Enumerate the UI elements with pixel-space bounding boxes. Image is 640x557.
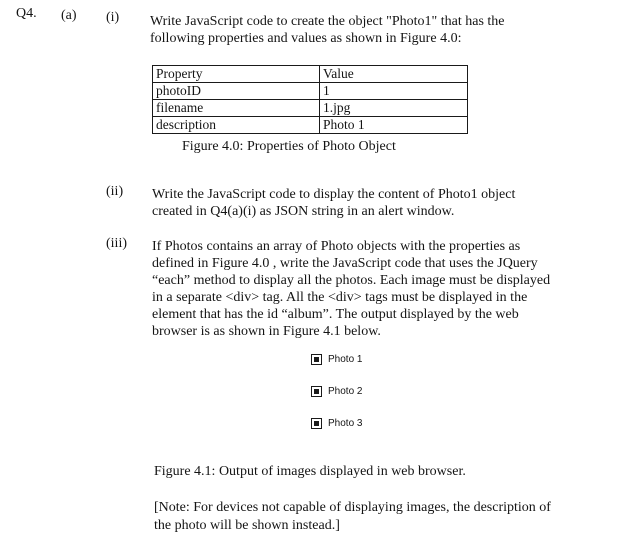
part-ii-line-2: created in Q4(a)(i) as JSON string in an alert window.	[152, 204, 455, 219]
part-iii-line: element that has the id “album”. The output displayed by the web	[152, 307, 519, 322]
part-i-line-2: following properties and values as shown in Figure 4.0:	[150, 31, 462, 46]
broken-image-icon	[311, 418, 322, 429]
question-part-label: (a)	[61, 8, 77, 23]
table-cell: 1	[320, 83, 468, 100]
part-ii-line-1: Write the JavaScript code to display the content of Photo1 object	[152, 187, 516, 202]
table-header-value: Value	[320, 66, 468, 83]
table-row	[153, 100, 468, 117]
album-image-3	[311, 418, 362, 429]
table-cell: Photo 1	[320, 117, 468, 134]
figure-4-1-caption: Figure 4.1: Output of images displayed in web browser.	[154, 464, 466, 479]
table-cell: photoID	[153, 83, 320, 100]
table-header-property: Property	[153, 66, 320, 83]
image-alt-text: Photo 2	[328, 386, 363, 397]
broken-image-icon	[311, 354, 322, 365]
table-row	[153, 117, 468, 134]
part-iii-line: defined in Figure 4.0 , write the JavaScript code that uses the JQuery	[152, 256, 538, 271]
part-iii-line: in a separate <div> tag. All the <div> tags must be displayed in the	[152, 290, 528, 305]
note-line-2: the photo will be shown instead.]	[154, 518, 340, 533]
note-line-1: [Note: For devices not capable of displaying images, the description of	[154, 500, 551, 515]
table-header-row	[153, 66, 468, 83]
part-ii-label: (ii)	[106, 184, 124, 199]
question-number: Q4.	[16, 6, 37, 21]
part-iii-line: “each” method to display all the photos. Each image must be displayed	[152, 273, 551, 288]
part-i-line-1: Write JavaScript code to create the object "Photo1" that has the	[150, 14, 505, 29]
table-cell: filename	[153, 100, 320, 117]
figure-4-0-caption: Figure 4.0: Properties of Photo Object	[182, 139, 396, 154]
part-i-label: (i)	[106, 10, 120, 25]
part-iii-line: browser is as shown in Figure 4.1 below.	[152, 324, 381, 339]
table-cell: 1.jpg	[320, 100, 468, 117]
part-iii-line: If Photos contains an array of Photo objects with the properties as	[152, 239, 521, 254]
album-image-2	[311, 386, 362, 397]
image-alt-text: Photo 1	[328, 354, 363, 365]
image-alt-text: Photo 3	[328, 418, 363, 429]
table-cell: description	[153, 117, 320, 134]
album-image-1	[311, 354, 362, 365]
broken-image-icon	[311, 386, 322, 397]
properties-table	[152, 65, 468, 134]
table-row	[153, 83, 468, 100]
part-iii-label: (iii)	[106, 236, 127, 251]
